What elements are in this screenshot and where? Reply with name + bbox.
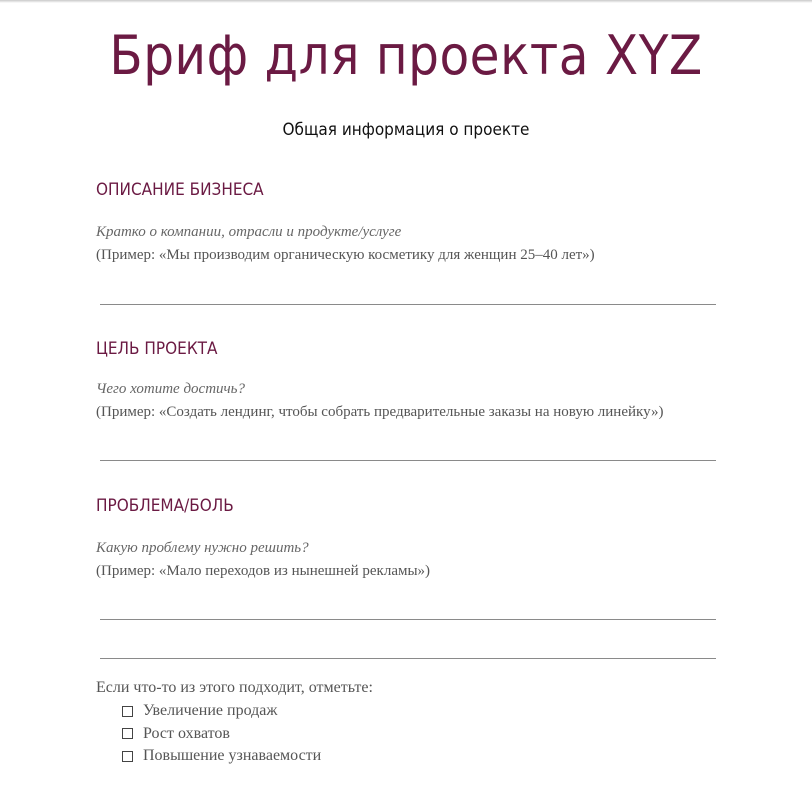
- checkbox[interactable]: [122, 751, 133, 762]
- section-example-business: (Пример: «Мы производим органическую косметику для женщин 25–40 лет»): [96, 247, 595, 263]
- answer-line-problem-2[interactable]: [100, 658, 716, 659]
- answer-line-goal[interactable]: [100, 460, 716, 461]
- section-hint-goal: Чего хотите достичь?: [96, 381, 246, 397]
- section-heading-problem: ПРОБЛЕМА/БОЛЬ: [96, 496, 234, 516]
- checklist: [122, 700, 321, 768]
- answer-line-problem-1[interactable]: [100, 619, 716, 620]
- answer-line-business[interactable]: [100, 304, 716, 305]
- checklist-item-label: Рост охватов: [143, 724, 230, 742]
- page-top-edge: [0, 0, 812, 3]
- document-subtitle: Общая информация о проекте: [282, 120, 530, 140]
- section-example-goal: (Пример: «Создать лендинг, чтобы собрать предварительные заказы на новую линейку»): [96, 404, 664, 420]
- checklist-item-label: Повышение узнаваемости: [143, 747, 322, 765]
- section-example-problem: (Пример: «Мало переходов из нынешней рекламы»): [96, 563, 431, 579]
- checklist-item-awareness[interactable]: [122, 745, 321, 768]
- checklist-item-label: Увеличение продаж: [143, 702, 278, 720]
- section-heading-business: ОПИСАНИЕ БИЗНЕСА: [96, 180, 264, 200]
- checklist-item-reach[interactable]: [122, 723, 321, 746]
- document-title: Бриф для проекта XYZ: [109, 24, 703, 87]
- checkbox[interactable]: [122, 728, 133, 739]
- section-hint-business: Кратко о компании, отрасли и продукте/услуге: [96, 224, 402, 240]
- section-heading-goal: ЦЕЛЬ ПРОЕКТА: [96, 339, 218, 359]
- checklist-intro: Если что-то из этого подходит, отметьте:: [96, 679, 373, 696]
- checklist-item-sales[interactable]: [122, 700, 321, 723]
- section-hint-problem: Какую проблему нужно решить?: [96, 540, 309, 556]
- checkbox[interactable]: [122, 706, 133, 717]
